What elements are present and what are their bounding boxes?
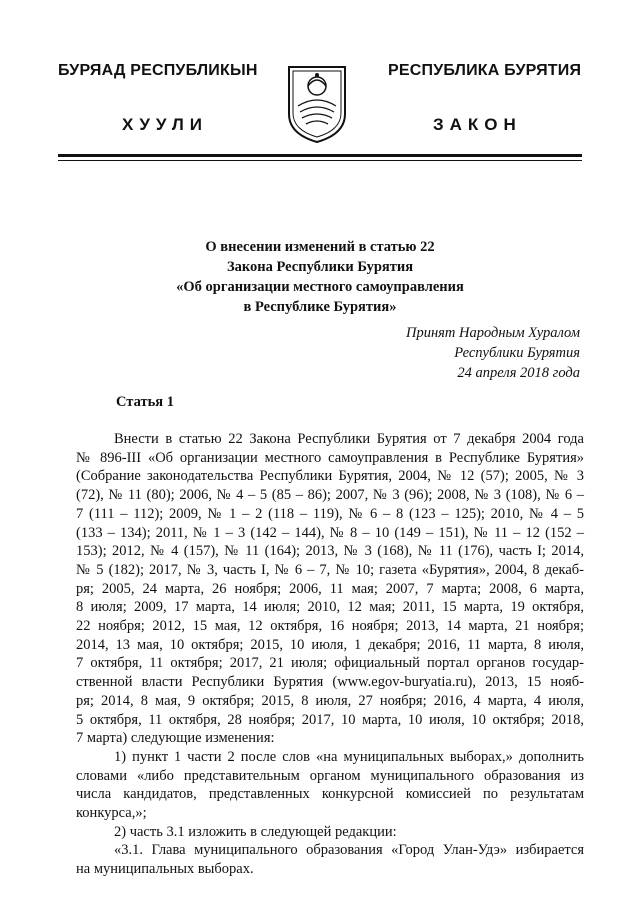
body-line: ственной власти Республики Бурятия (www.egov-buryatia.ru), 2013, 15 нояб- [76,674,584,691]
body-line: ря; 2005, 24 марта, 26 ноября; 2006, 11 мая; 2007, 7 марта; 2008, 6 марта, [76,580,584,597]
title-line: Закона Республики Бурятия [226,259,414,275]
title-line: О внесении изменений в статью 22 [205,239,435,255]
body-line: 5 октября, 11 октября, 28 ноября; 2017, 10 марта, 10 июля, 10 октября; 2018, [76,711,584,728]
body-line: № 896-III «Об организации местного самоуправления в Республике Бурятия» [76,449,584,466]
body-line: на муниципальных выборах. [76,861,254,878]
header-left-bottom: ХУУЛИ [122,115,208,134]
body-line: (133 – 134); 2011, № 1 – 3 (142 – 144), № 8 – 10 (149 – 151), № 11 – 12 (152 – [76,524,584,541]
body-line: 2014, 13 мая, 10 октября; 2015, 10 июля, 1 декабря; 2016, 11 марта, 8 июля, [76,636,584,653]
adoption-note [406,323,580,383]
adoption-line: 24 апреля 2018 года [457,365,580,381]
header-right-bottom: ЗАКОН [433,115,522,134]
title-line: в Республике Бурятия» [243,299,397,315]
body-line: № 5 (182); 2017, № 3, часть I, № 6 – 7, № 10; газета «Бурятия», 2004, 8 декаб- [76,561,584,578]
body-line: (Собрание законодательства Республики Бурятия, 2004, № 12 (57); 2005, № 3 [76,468,584,485]
title-line: «Об организации местного самоуправления [176,279,464,295]
coat-of-arms-icon [286,64,348,144]
body-line: числа кандидатов, представленных конкурсной комиссией по результатам [76,786,584,803]
article-heading: Статья 1 [116,394,174,410]
body-line: 8 июля; 2009, 17 марта, 14 июля; 2010, 12 мая; 2011, 15 марта, 19 октября, [76,599,584,616]
body-line: конкурса,»; [76,805,147,822]
header-rule-thin [58,160,582,161]
adoption-line: Республики Бурятия [454,345,580,361]
body-line: 153); 2012, № 4 (157), № 11 (164); 2013, № 3 (168), № 11 (176), часть I; 2014, [76,543,584,560]
law-title [0,237,640,317]
body-line: (72), № 11 (80); 2006, № 4 – 5 (85 – 86); 2007, № 3 (96); 2008, № 3 (108), № 6 – [76,487,584,504]
body-line: 22 ноября; 2012, 15 мая, 12 октября, 16 ноября; 2013, 14 марта, 21 ноября; [76,618,584,635]
body-line: 2) часть 3.1 изложить в следующей редакции: [114,823,397,840]
body-line: «3.1. Глава муниципального образования «Город Улан-Удэ» избирается [114,842,584,859]
header-left-top: БУРЯАД РЕСПУБЛИКЫН [58,62,258,79]
adoption-line: Принят Народным Хуралом [405,325,580,341]
body-line: ря; 2014, 8 мая, 9 октября; 2015, 8 июля, 27 ноября; 2016, 4 марта, 4 июля, [76,692,584,709]
body-line: 1) пункт 1 части 2 после слов «на муниципальных выборах,» дополнить [114,748,584,765]
header-right-top: РЕСПУБЛИКА БУРЯТИЯ [388,62,582,79]
body-line: 7 октября, 11 октября; 2017, 21 июля; официальный портал органов государ- [76,655,584,672]
header-rule-thick [58,154,582,157]
body-line: 7 марта) следующие изменения: [76,730,275,747]
body-line: Внести в статью 22 Закона Республики Бурятия от 7 декабря 2004 года [114,431,584,447]
body-line: словами «либо представительным органом муниципального образования из [76,767,584,784]
body-line: 7 (111 – 112); 2009, № 1 – 2 (118 – 119), № 6 – 8 (123 – 125); 2010, № 4 – 5 [76,505,584,522]
article-body [76,430,584,879]
